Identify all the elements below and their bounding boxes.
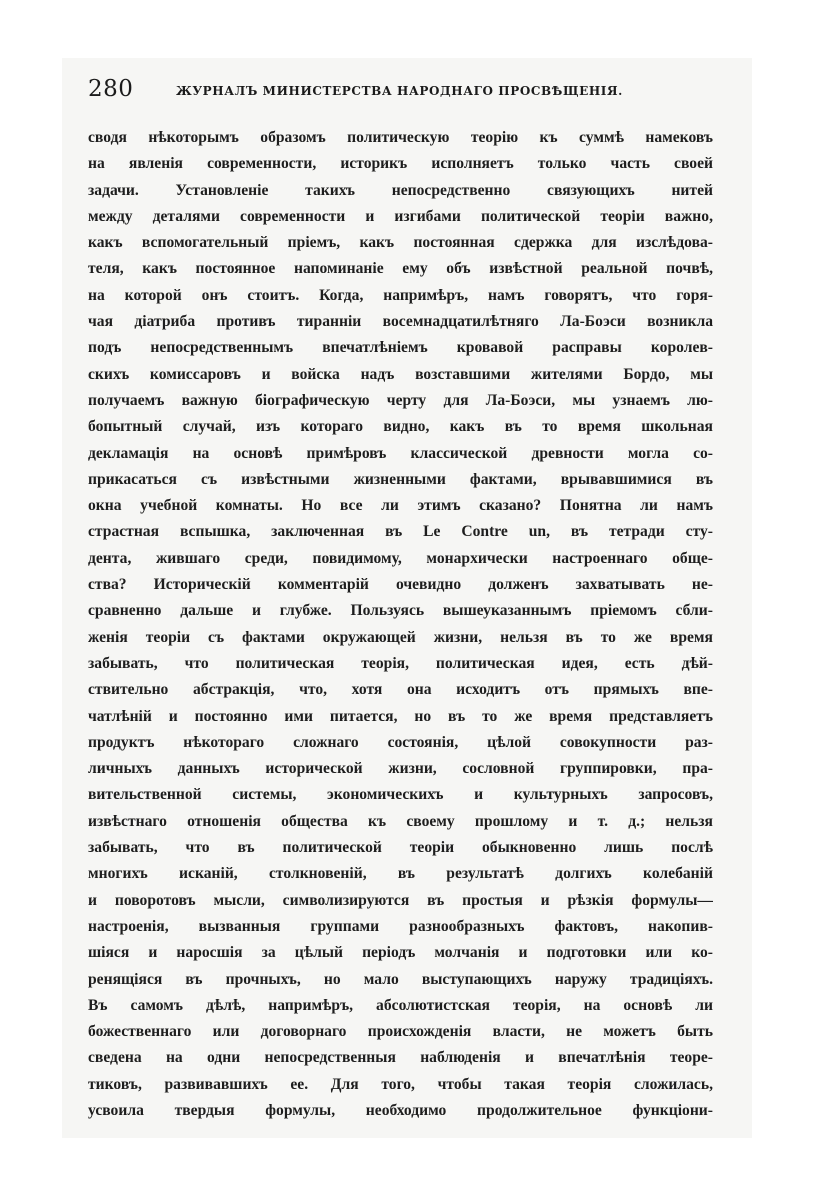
text-line: ствительно абстракція, что, хотя она исходитъ отъ прямыхъ впе- — [88, 681, 713, 699]
running-title: ЖУРНАЛЪ МИНИСТЕРСТВА НАРОДНАГО ПРОСВѢЩЕНІЯ. — [176, 84, 623, 98]
text-line: какъ вспомогательный пріемъ, какъ постоянная сдержка для изслѣдова- — [88, 234, 713, 252]
text-line: получаемъ важную біографическую черту для Ла-Боэси, мы узнаемъ лю- — [88, 391, 713, 409]
text-line: декламація на основѣ примѣровъ классической древности могла со- — [88, 444, 713, 462]
text-line: прикасаться съ извѣстными жизненными фактами, врывавшимися въ — [88, 470, 713, 488]
text-line: ства? Историческій комментарій очевидно долженъ захватывать не- — [88, 576, 713, 594]
text-line: ренящіяся въ прочныхъ, но мало выступающихъ наружу традиціяхъ. — [88, 970, 713, 988]
text-line: чая діатриба противъ тиранніи восемнадцатилѣтняго Ла-Боэси возникла — [88, 313, 713, 331]
text-line: страстная вспышка, заключенная въ Le Contre un, въ тетради сту- — [88, 523, 713, 541]
text-line: настроенія, вызванныя группами разнообразныхъ фактовъ, накопив- — [88, 917, 713, 935]
text-line: забывать, что политическая теорія, политическая идея, есть дѣй- — [88, 654, 713, 672]
text-line: бопытный случай, изъ котораго видно, какъ въ то время школьная — [88, 418, 713, 436]
text-line: усвоила твердыя формулы, необходимо продолжительное функціони- — [88, 1101, 713, 1119]
text-line: сравненно дальше и глубже. Пользуясь вышеуказаннымъ пріемомъ сбли- — [88, 602, 713, 620]
text-line: чатлѣній и постоянно ими питается, но въ то же время представляетъ — [88, 707, 713, 725]
text-line: Въ самомъ дѣлѣ, напримѣръ, абсолютистская теорія, на основѣ ли — [88, 996, 713, 1014]
text-line: на явленія современности, историкъ исполняетъ только часть своей — [88, 155, 713, 173]
text-line: божественнаго или договорнаго происхожденія власти, не можетъ быть — [88, 1023, 713, 1041]
text-line: сведена на одни непосредственныя наблюденія и впечатлѣнія теоре- — [88, 1049, 713, 1067]
text-line: между деталями современности и изгибами политической теоріи важно, — [88, 207, 713, 225]
text-line: извѣстнаго отношенія общества къ своему прошлому и т. д.; нельзя — [88, 812, 713, 830]
text-line: окна учебной комнаты. Но все ли этимъ сказано? Понятна ли намъ — [88, 497, 713, 515]
body-text — [88, 125, 713, 1124]
text-line: многихъ исканій, столкновеній, въ результатѣ долгихъ колебаній — [88, 865, 713, 883]
text-line: теля, какъ постоянное напоминаніе ему объ извѣстной реальной почвѣ, — [88, 260, 713, 278]
page-header — [88, 76, 643, 108]
text-line: подъ непосредственнымъ впечатлѣніемъ кровавой расправы королев- — [88, 339, 713, 357]
text-line: задачи. Установленіе такихъ непосредственно связующихъ нитей — [88, 181, 713, 199]
text-line: продуктъ нѣкотораго сложнаго состоянія, цѣлой совокупности раз- — [88, 733, 713, 751]
text-line: личныхъ данныхъ исторической жизни, сословной группировки, пра- — [88, 760, 713, 778]
text-line: на которой онъ стоитъ. Когда, напримѣръ, намъ говорятъ, что горя- — [88, 286, 713, 304]
text-line: сводя нѣкоторымъ образомъ политическую теорію къ суммѣ намековъ — [88, 129, 713, 146]
text-line: женія теоріи съ фактами окружающей жизни, нельзя въ то же время — [88, 628, 713, 646]
text-line: тиковъ, развивавшихъ ее. Для того, чтобы такая теорія сложилась, — [88, 1075, 713, 1093]
text-line: вительственной системы, экономическихъ и культурныхъ запросовъ, — [88, 786, 713, 804]
text-line: забывать, что въ политической теоріи обыкновенно лишь послѣ — [88, 839, 713, 857]
page-number: 280 — [88, 76, 134, 102]
text-line: дента, жившаго среди, повидимому, монархически настроеннаго обще- — [88, 549, 713, 567]
text-line: и поворотовъ мысли, символизируются въ простыя и рѣзкія формулы— — [88, 891, 713, 909]
text-line: скихъ комиссаровъ и войска надъ возставшими жителями Бордо, мы — [88, 365, 713, 383]
text-line: шіяся и наросшія за цѣлый періодъ молчанія и подготовки или ко- — [88, 944, 713, 962]
